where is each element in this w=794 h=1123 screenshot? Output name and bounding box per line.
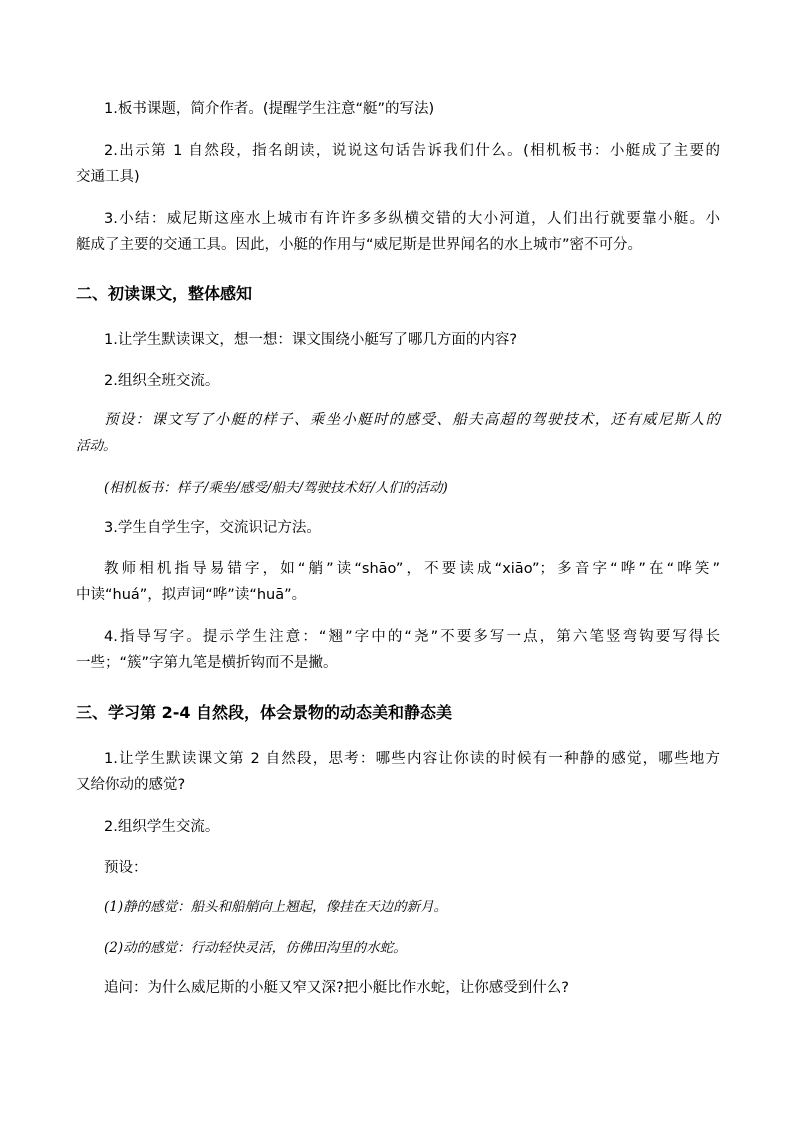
question-2: 2.组织全班交流。 [104, 373, 220, 389]
paragraph-3-line-2: 艇成了主要的交通工具。因此，小艇的作用与“威尼斯是世界闻名的水上城市”密不可分。 [76, 237, 643, 253]
paragraph-2-line-2: 交通工具) [76, 169, 140, 185]
reading-1-line-2: 又给你动的感觉? [76, 777, 186, 793]
paragraph-1: 1.板书课题，简介作者。(提醒学生注意“艇”的写法) [104, 101, 435, 117]
section-heading-2: 二、初读课文，整体感知 [76, 284, 253, 303]
paragraph-2-line-1: 2.出示第 1 自然段，指名朗读，说说这句话告诉我们什么。(相机板书：小艇成了主要的 [104, 143, 720, 159]
preset-1-line-1: 预设：课文写了小艇的样子、乘坐小艇时的感受、船夫高超的驾驶技术，还有威尼斯人的 [104, 412, 720, 428]
board-note: (相机板书：样子/乘坐/感受/船夫/驾驶技术好/人们的活动) [104, 480, 448, 496]
question-3: 3.学生自学生字，交流识记方法。 [104, 520, 321, 536]
section-heading-3: 三、学习第 2-4 自然段，体会景物的动态美和静态美 [76, 703, 453, 722]
reading-1-line-1: 1.让学生默读课文第 2 自然段，思考：哪些内容让你读的时候有一种静的感觉，哪些地方 [104, 751, 720, 767]
question-1: 1.让学生默读课文，想一想：课文围绕小艇写了哪几方面的内容? [104, 332, 518, 348]
preset-2: 预设： [104, 860, 148, 876]
reading-2: 2.组织学生交流。 [104, 819, 220, 835]
paragraph-3-line-1: 3.小结：威尼斯这座水上城市有许许多多纵横交错的大小河道，人们出行就要靠小艇。小 [104, 211, 720, 227]
teacher-tip-line-2: 中读“huá”，拟声词“哗”读“huā”。 [76, 587, 307, 603]
follow-up-question: 追问：为什么威尼斯的小艇又窄又深?把小艇比作水蛇，让你感受到什么? [104, 980, 569, 996]
teacher-tip-line-1: 教师相机指导易错字，如“艄”读“shāo”，不要读成“xiāo”；多音字“哗”在“哗笑” [104, 561, 720, 577]
question-4-line-2: 一些；“簇”字第九笔是横折钩而不是撇。 [76, 655, 338, 671]
preset-1-line-2: 活动。 [76, 438, 117, 454]
dynamic-feeling: (2)动的感觉：行动轻快灵活，仿佛田沟里的水蛇。 [104, 940, 407, 956]
question-4-line-1: 4.指导写字。提示学生注意：“翘”字中的“尧”不要多写一点，第六笔竖弯钩要写得长 [104, 629, 720, 645]
static-feeling: (1)静的感觉：船头和船艄向上翘起，像挂在天边的新月。 [104, 899, 448, 915]
